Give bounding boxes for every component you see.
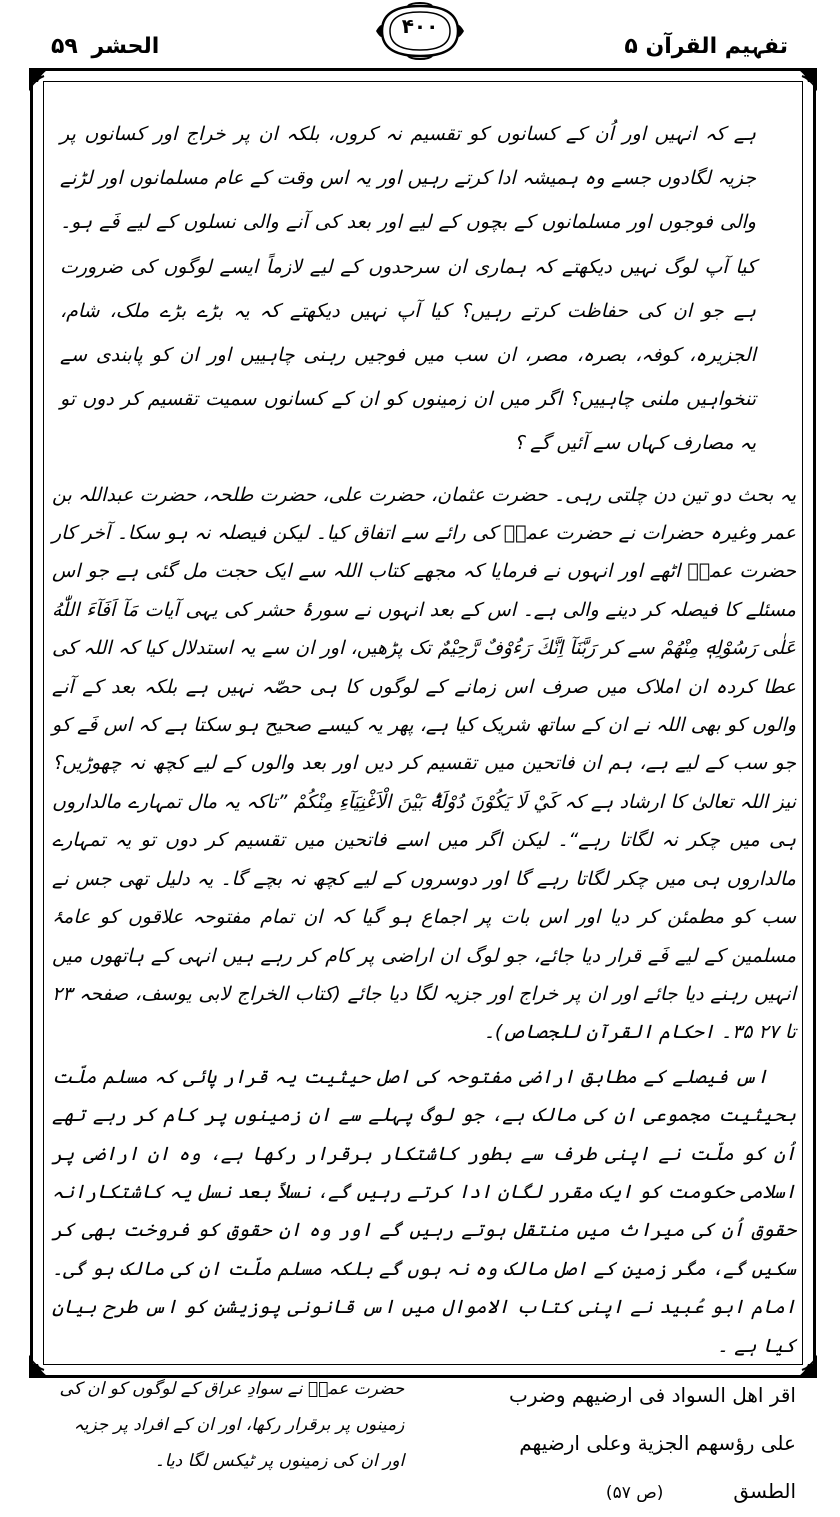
page-body (52, 112, 797, 1503)
text-line: اور دوسروں کے لیے کچھ نہ بچے گا۔ یہ دلیل تھی جس نے سب کو مطمئن کر دیا اور اس بات پر اجماع ہو گیا کہ ان تمام مفتوحہ (52, 867, 796, 929)
text-line: ہے کہ انہیں اور اُن کے کسانوں کو تقسیم نہ کروں، بلکہ ان پر خراج اور کسانوں پر جزیہ لگادوں جسے وہ (60, 123, 756, 190)
text-line: مَآ اَفَآءَ اللّٰهُ عَلٰى رَسُوْلِهٖ مِنْهُمْ سے کر رَبَّنَآ اِنَّكَ رَءُوْفٌ رَّحِيْمٌ تک پڑھیں، اور ان سے یہ استدلال کیا کہ اللہ کی (52, 598, 796, 660)
translation-line: زمینوں پر ٹیکس لگا دیا۔ (154, 1450, 328, 1471)
text-line: میں انہیں رہنے دیا جائے اور ان پر خراج اور جزیہ لگا دیا جائے (کتاب الخراج لابی یوسف، صفحہ ۲۳ تا ۲۷ (52, 944, 796, 1044)
text-line: بچوں کے لیے اور بعد کی آنے والی نسلوں کے لیے فَے ہو۔ کیا آپ لوگ نہیں دیکھتے کہ ہماری ان (60, 211, 756, 278)
text-line: نے حضرت عمرؓ کی رائے سے اتفاق کیا۔ لیکن فیصلہ نہ ہو سکا۔ آخر کار حضرت عمرؓ اٹھے اور انہوں نے فرمایا کہ مجھے کتاب (52, 522, 797, 583)
text-line: تو یہ مصارف کہاں سے آئیں گے ؟ (60, 388, 756, 455)
arabic-line: الطسق (733, 1478, 796, 1503)
text-line: یہ بحث دو تین دن چلتی رہی۔ حضرت عثمان، حضرت علی، حضرت طلحہ، حضرت عبداللہ بن عمر وغیرہ حضرات (52, 483, 796, 545)
text-line: علاقوں کو عامۂ مسلمین کے لیے فَے قرار دیا جائے، جو لوگ ان اراضی پر کام کر رہے ہیں انہی کے ہاتھوں (52, 906, 796, 967)
text-line: اس فیصلے کے مطابق اراضی مفتوحہ کی اصل حیثیت یہ قرار پائی کہ مسلم ملّت بحیثیت مجموعی ان کی مالک (52, 1065, 797, 1127)
page-header (0, 0, 840, 70)
text-line: عطا کردہ ان املاک میں صرف اس زمانے کے لوگوں کا ہی حصّہ نہیں ہے بلکہ بعد کے آنے والوں کو بھی اللہ نے ان کے ساتھ (52, 675, 797, 737)
arabic-line: اقر اهل السواد فى ارضيهم وضرب (509, 1382, 796, 1407)
surah-number: ۵۹ (51, 34, 78, 59)
text-line: والوں کے لیے کچھ نہ چھوڑیں؟ نیز اللہ تعالیٰ کا ارشاد ہے کہ كَيْ لَا يَكُوْنَ دُوْلَةًۢ بَيْنَ الْاَغْنِيَآءِ مِنْكُمْ ”تاکہ یہ مال تمہارے (52, 752, 796, 813)
text-line: ۳۵۔ احکام القرآن للجصاص)۔ (483, 1021, 753, 1044)
citation-block (52, 1371, 796, 1517)
text-line: ہوتے رہیں گے اور وہ ان حقوق کو فروخت بھی کر سکیں گے، مگر زمین کے اصل مالک وہ نہ ہوں گے بلکہ مسلم ملّت ان کی (52, 1219, 797, 1280)
text-line: دیکھتے کہ یہ بڑے بڑے ملک، شام، الجزیرہ، کوفہ، بصرہ، مصر، ان سب میں فوجیں رہنی چاہییں (60, 299, 756, 367)
text-line: مالک ہو گی۔ امام ابو عُبید نے اپنی کتاب الاموال میں اس قانونی پوزیشن کو اس طرح بیان کیا ہے ۔ (52, 1257, 796, 1357)
text-line: اللہ سے ایک حجت مل گئی ہے جو اس مسئلے کا فیصلہ کر دینے والی ہے۔ اس کے بعد انہوں نے سورۂ حشر کی یہی آیات (52, 560, 796, 621)
page-number: ۴۰۰ (401, 14, 439, 38)
quoted-passage (60, 112, 756, 466)
translation-line: پر برقرار رکھا، اور ان کے افراد پر جزیہ اور ان کی (73, 1414, 405, 1471)
paragraph-discussion (52, 476, 796, 1052)
text-line: شریک کیا ہے، پھر یہ کیسے صحیح ہو سکتا ہے کہ اس فَے کو جو سب کے لیے ہے، ہم ان فاتحین میں تقسیم کر دیں اور بعد (52, 714, 796, 775)
text-line: ہے، جو لوگ پہلے سے ان زمینوں پر کام کر رہے تھے اُن کو ملّت نے اپنی طرف سے بطور کاشتکار برقرار رکھا ہے، وہ (52, 1104, 796, 1165)
paragraph-ruling (52, 1058, 796, 1365)
text-line: ہمیشہ ادا کرتے رہیں اور یہ اس وقت کے عام مسلمانوں اور لڑنے والی فوجوں اور مسلمانوں کے (60, 167, 756, 234)
text-line: ان اراضی پر اسلامی حکومت کو ایک مقرر لگان ادا کرتے رہیں گے، نسلاً بعد نسل یہ کاشتکارانہ حقوق اُن کی میراث میں منتقل (52, 1142, 796, 1242)
translation-line: حضرت عمرؓ نے سوادِ عراق کے لوگوں کو ان کی زمینوں (59, 1378, 405, 1435)
text-line: سرحدوں کے لیے لازماً ایسے لوگوں کی ضرورت ہے جو ان کی حفاظت کرتے رہیں؟ کیا آپ نہیں (60, 255, 756, 322)
corner-ornament-top-left (26, 64, 66, 104)
text-line: مالداروں ہی میں چکر نہ لگاتا رہے“۔ لیکن اگر میں اسے فاتحین میں تقسیم کر دوں تو یہ تمہارے مالداروں ہی میں چکر لگاتا رہے گا (52, 790, 796, 890)
text-line: اور ان کو پابندی سے تنخواہیں ملنی چاہییں؟ اگر میں ان زمینوں کو ان کے کسانوں سمیت تقسیم کر دوں (60, 344, 756, 411)
surah-name: الحشر (91, 34, 160, 59)
book-title: تفہیم القرآن ۵ (624, 34, 788, 59)
arabic-line: على رؤسهم الجزية وعلى ارضيهم (519, 1430, 796, 1455)
page-reference: (ص ۵۷) (605, 1482, 664, 1503)
corner-ornament-top-right (780, 64, 820, 104)
surah-heading (48, 34, 162, 59)
arabic-quotation (414, 1371, 796, 1517)
urdu-translation (52, 1371, 414, 1517)
